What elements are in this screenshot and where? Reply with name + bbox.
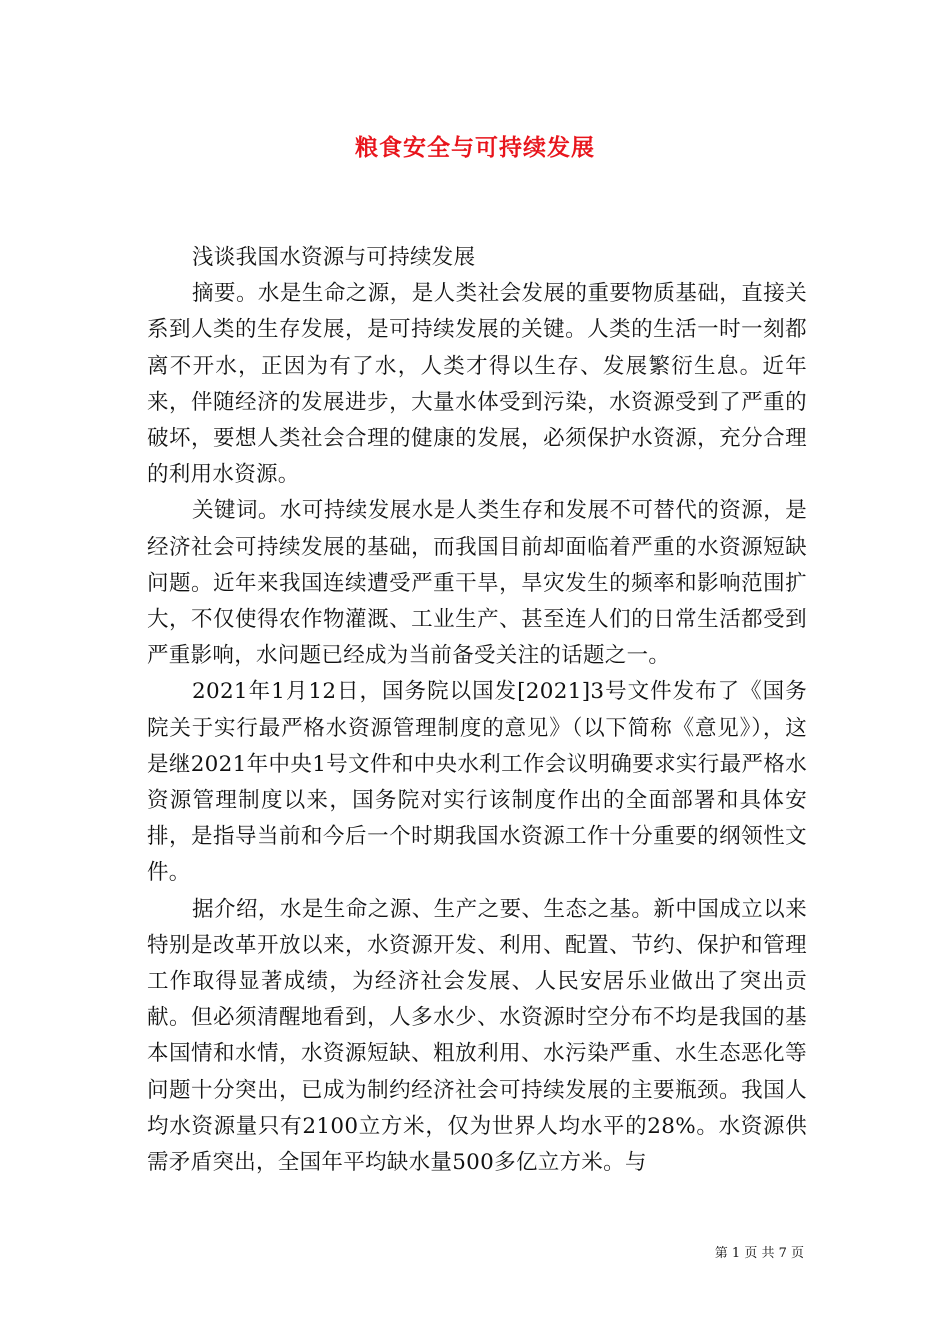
- page-number: 第 1 页 共 7 页: [714, 1246, 804, 1261]
- paragraph-abstract: 摘要。水是生命之源，是人类社会发展的重要物质基础，直接关系到人类的生存发展，是可持续发展的关键。人类的生活一时一刻都离不开水，正因为有了水，人类才得以生存、发展繁衍生息。近年来，伴随经济的发展进步，大量水体受到污染，水资源受到了严重的破坏，要想人类社会合理的健康的发展，必须保护水资源，充分合理的利用水资源。: [147, 281, 807, 488]
- document-title: 粮食安全与可持续发展: [355, 134, 595, 161]
- document-body: [147, 240, 807, 1181]
- paragraph-policy: 2021年1月12日，国务院以国发[2021]3号文件发布了《国务院关于实行最严格水资源管理制度的意见》（以下简称《意见》），这是继2021年中央1号文件和中央水利工作会议明确要求实行最严格水资源管理制度以来，国务院对实行该制度作出的全面部署和具体安排，是指导当前和今后一个时期我国水资源工作十分重要的纲领性文件。: [147, 679, 807, 886]
- paragraph-keywords: 关键词。水可持续发展水是人类生存和发展不可替代的资源，是经济社会可持续发展的基础，而我国目前却面临着严重的水资源短缺问题。近年来我国连续遭受严重干旱，旱灾发生的频率和影响范围扩大，不仅使得农作物灌溉、工业生产、甚至连人们的日常生活都受到严重影响，水问题已经成为当前备受关注的话题之一。: [147, 498, 807, 669]
- paragraph-introduction: 据介绍，水是生命之源、生产之要、生态之基。新中国成立以来特别是改革开放以来，水资源开发、利用、配置、节约、保护和管理工作取得显著成绩，为经济社会发展、人民安居乐业做出了突出贡献。但必须清醒地看到，人多水少、水资源时空分布不均是我国的基本国情和水情，水资源短缺、粗放利用、水污染严重、水生态恶化等问题十分突出，已成为制约经济社会可持续发展的主要瓶颈。我国人均水资源量只有2100立方米，仅为世界人均水平的28%。水资源供需矛盾突出，全国年平均缺水量500多亿立方米。与: [147, 896, 807, 1176]
- paragraph-subtitle: 浅谈我国水资源与可持续发展: [192, 245, 476, 270]
